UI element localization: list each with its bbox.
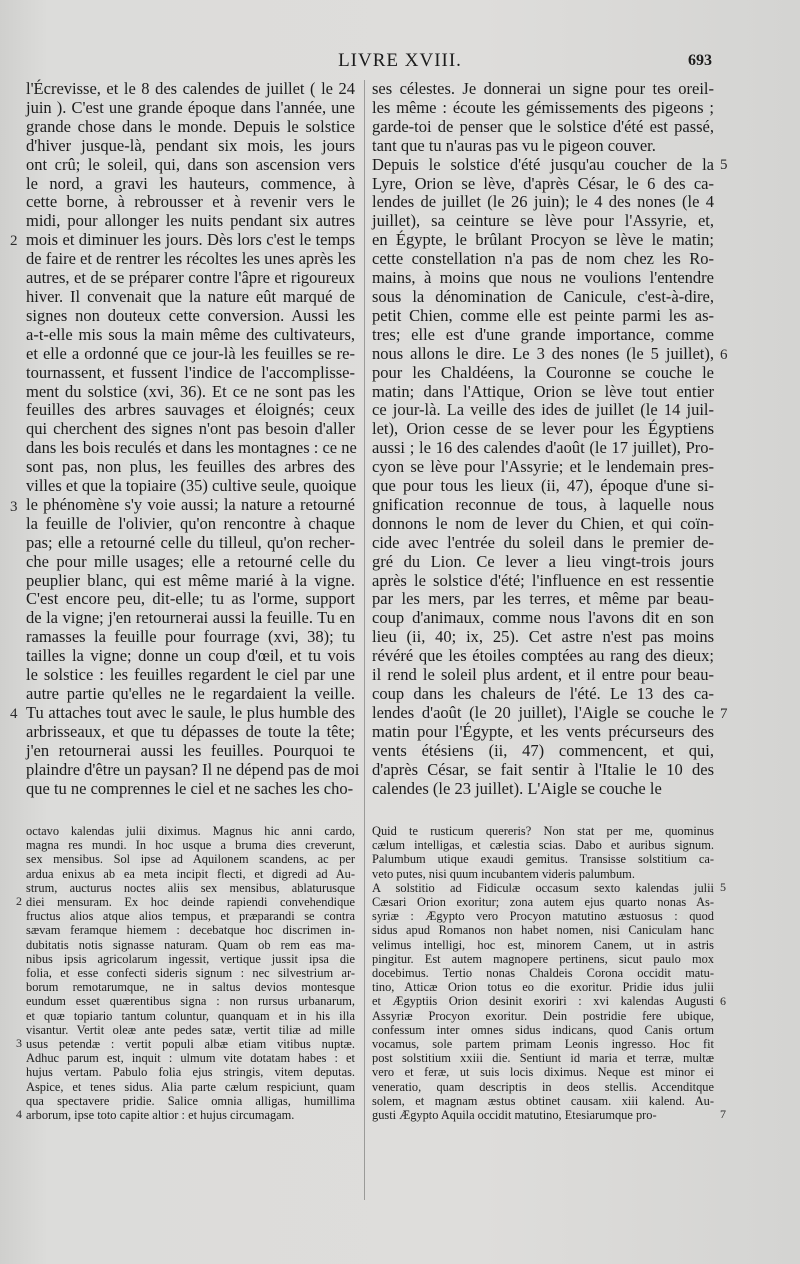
running-title: LIVRE XVIII. bbox=[338, 50, 462, 71]
section-number-fr-left: 2 bbox=[10, 233, 18, 249]
text-line: qua spectavere pridie. Salice omnia alligas, humillima bbox=[26, 1093, 355, 1108]
text-line: post solstitium xxiii die. Sentiunt id maria et terræ, multæ bbox=[372, 1051, 714, 1066]
text-line: cette constellation n'a pas de nom chez les Ro- bbox=[372, 249, 714, 269]
text-line: eundum esset quærentibus signa : non rursus urbanarum, bbox=[26, 994, 355, 1009]
text-line: visantur. Vertit oleæ ante pedes satæ, vertit tiliæ ad mille bbox=[26, 1022, 355, 1037]
text-line: Assyriæ Procyon exoritur. Dein postridie fere ubique, bbox=[372, 1008, 714, 1023]
text-line: usus petendæ : vertit populi albæ etiam vitibus nuptæ. bbox=[26, 1037, 355, 1052]
section-number-la-left: 4 bbox=[16, 1107, 22, 1121]
text-line: Aspice, et tenes sidus. Alia parte cælum respiciunt, quam bbox=[26, 1079, 355, 1094]
text-line: A solstitio ad Fidiculæ occasum sexto kalendas julii bbox=[372, 880, 714, 895]
text-line: et elle a ordonné que ce jour-là les feuilles se re- bbox=[26, 343, 355, 363]
text-line: ce jour-là. La veille des ides de juillet (le 14 juil- bbox=[372, 400, 714, 420]
text-line: sont pas, non plus, les feuilles des arbres des bbox=[26, 457, 355, 477]
text-line: pour les Chaldéens, la Couronne se couche le bbox=[372, 362, 714, 382]
text-line: ont crû; le soleil, qui, dans son ascension vers bbox=[26, 154, 355, 174]
text-line: par les mers, par les terres, et même par beau- bbox=[372, 589, 714, 609]
text-line: cide avec l'entrée du soleil dans le premier de- bbox=[372, 532, 714, 552]
text-line: Cæsari Orion exoritur; zona autem ejus quarto nonas As- bbox=[372, 895, 714, 910]
text-line: C'est encore peu, dit-elle; tu as l'orme, support bbox=[26, 589, 355, 609]
text-line: hiver. Il convenait que la nature eût marqué de bbox=[26, 286, 355, 306]
text-line: ramasses la feuille pour fourrage (xvi, 38); tu bbox=[26, 627, 355, 647]
text-line: petit Chien, comme elle est peinte parmi les as- bbox=[372, 305, 714, 325]
text-line: après le solstice d'été; l'influence en est ressentie bbox=[372, 570, 714, 590]
column-divider bbox=[364, 80, 365, 1200]
text-line: tailles la vigne; donne un coup d'œil, et tu vois bbox=[26, 646, 355, 666]
section-number-fr-left: 3 bbox=[10, 499, 18, 515]
text-line: vero et feræ, ut suis locis diximus. Neque est minor ei bbox=[372, 1065, 714, 1080]
text-line: donnons le nom de lever du Chien, et qui coïn- bbox=[372, 513, 714, 533]
text-line: autres, et de se préparer contre l'âpre et rigoureux bbox=[26, 268, 355, 288]
latin-text-right-column bbox=[372, 824, 714, 1122]
text-line: les même : écoute les gémissements des pigeons ; bbox=[372, 97, 714, 117]
running-head bbox=[0, 50, 800, 76]
text-line: le phénomène s'y voie aussi; la nature a retourné bbox=[26, 494, 355, 514]
text-line: d'après César, se fait sentir à l'Italie le 10 des bbox=[372, 759, 714, 779]
text-line: de faire et de rentrer les récoltes les unes après les bbox=[26, 249, 356, 269]
text-line: Tu attaches tout avec le saule, le plus humble des bbox=[26, 702, 355, 722]
text-line: de la vigne; j'en retournerai aussi la feuille. Tu en bbox=[26, 608, 355, 628]
text-line: juin ). C'est une grande époque dans l'année, une bbox=[26, 97, 355, 117]
section-number-la-right: 6 bbox=[720, 994, 726, 1008]
text-line: sex mensibus. Sol ipse ad Aquilonem scandens, ac per bbox=[26, 852, 355, 867]
text-line: magna res mundi. In hoc usque a bruma dies creverunt, bbox=[26, 838, 355, 853]
section-number-la-right: 7 bbox=[720, 1107, 726, 1121]
text-line: vents étésiens (ii, 47) commencent, et qui, bbox=[372, 740, 714, 760]
text-line: cette borne, à rebrousser et à revenir vers le bbox=[26, 192, 355, 212]
text-line: syriæ : Ægypto vero Procyon matutino æstuosus : quod bbox=[372, 909, 714, 924]
french-text-right-column bbox=[372, 80, 714, 798]
text-line: dans les bois reculés et dans les montagnes : ce ne bbox=[26, 438, 357, 458]
text-line: lieu (ii, 40; ix, 25). Cet astre n'est pas moins bbox=[372, 627, 714, 647]
section-number-la-right: 5 bbox=[720, 880, 726, 894]
text-line: qui cherchent des signes n'ont pas besoin d'aller bbox=[26, 419, 355, 439]
section-number-la-left: 3 bbox=[16, 1036, 22, 1050]
text-line: midi, pour allonger les nuits pendant six autres bbox=[26, 211, 355, 231]
section-number-la-left: 2 bbox=[16, 894, 22, 908]
text-line: octavo kalendas julii diximus. Magnus hic anni cardo, bbox=[26, 824, 355, 838]
text-line: veto putes, nisi quum incubantem videris palumbum. bbox=[372, 866, 635, 881]
text-line: tant que tu n'auras pas vu le pigeon couver. bbox=[372, 135, 656, 155]
text-line: le solstice : les feuilles regardent le ciel par une bbox=[26, 665, 355, 685]
text-line: pingitur. Est autem magnopere pertinens, sicut paulo mox bbox=[372, 951, 714, 966]
text-line: il rend le soleil plus ardent, et il entre pour beau- bbox=[372, 665, 714, 685]
text-line: ment du solstice (xvi, 36). Et ce ne sont pas les bbox=[26, 381, 355, 401]
text-line: Palumbum utique exaudi gemitus. Transisse solstitium ca- bbox=[372, 852, 714, 867]
text-line: grande chose dans le monde. Depuis le solstice bbox=[26, 116, 355, 136]
french-text-left-column bbox=[26, 79, 360, 798]
page-number: 693 bbox=[688, 52, 712, 69]
text-line: lendes d'août (le 20 juillet), l'Aigle se couche le bbox=[372, 702, 714, 722]
text-line: peuplier blanc, qui est même marié à la vigne. bbox=[26, 570, 355, 590]
text-line: let), Orion cesse de se lever pour les Égyptiens bbox=[372, 419, 714, 439]
text-line: nibus ipsis agricolarum ingessit, vertique jussit ipsa die bbox=[26, 951, 355, 966]
text-line: gusti Ægypto Aquila occidit matutino, Etesiarumque pro- bbox=[372, 1108, 657, 1123]
text-line: pas; elle a retourné celle du tilleul, qu'on recher- bbox=[26, 532, 355, 552]
text-line: dubitatis notis signasse naturam. Quam ob rem eas ma- bbox=[26, 937, 355, 952]
text-line: mains, à moins que nous ne voulions l'entendre bbox=[372, 268, 714, 288]
section-number-fr-right: 6 bbox=[720, 347, 728, 363]
text-line: gré du Lion. Ce lever a lieu vingt-trois jours bbox=[372, 551, 714, 571]
text-line: que tu ne comprennes le ciel et ne saches les cho- bbox=[26, 778, 354, 798]
text-line: gnification reconnue de tous, à laquelle nous bbox=[372, 494, 714, 514]
text-line: vocamus, sole partem primam Leonis ingresso. Hoc fit bbox=[372, 1037, 714, 1052]
text-line: folia, et esse confecti sideris signum : nec silvestrium ar- bbox=[26, 966, 355, 981]
text-line: lendes de juillet (le 26 juin); le 4 des nones (le 4 bbox=[372, 192, 714, 212]
text-line: matin; dans l'Attique, Orion se lève tout entier bbox=[372, 381, 714, 401]
text-line: Depuis le solstice d'été jusqu'au coucher de la bbox=[372, 154, 714, 174]
text-line: cælum intelligas, et cælestia scias. Dabo et auribus signum. bbox=[372, 838, 714, 853]
text-line: aussi ; le 16 des calendes d'août (le 17 juillet), Pro- bbox=[372, 438, 714, 458]
text-line: Quid te rusticum quereris? Non stat per me, quominus bbox=[372, 824, 714, 838]
text-line: le nord, a gravi les hauteurs, commence, à bbox=[26, 173, 355, 193]
text-line: la feuille de l'olivier, qu'on rencontre à chaque bbox=[26, 513, 355, 533]
text-line: tournassent, et fussent l'indice de l'accomplisse- bbox=[26, 362, 355, 382]
text-line: révéré que les étoiles comptées au rang des dieux; bbox=[372, 646, 714, 666]
text-line: d'hiver jusque-là, pendant six mois, les jours bbox=[26, 135, 355, 155]
text-line: sidus apud Romanos non habet nomen, nisi Caniculam hanc bbox=[372, 923, 714, 938]
text-line: cyon se lève pour l'Assyrie; et le lendemain pres- bbox=[372, 457, 714, 477]
text-line: a-t-elle mis sous la main même des cultivateurs, bbox=[26, 324, 355, 344]
text-line: ses célestes. Je donnerai un signe pour tes oreil- bbox=[372, 79, 714, 98]
text-line: villes et que la topiaire (35) cultive seule, quoique bbox=[26, 476, 357, 496]
latin-text-left-column bbox=[26, 824, 355, 1122]
text-line: signes non douteux cette conversion. Aussi les bbox=[26, 305, 355, 325]
text-line: borum remotarumque, ne in saltus devios montesque bbox=[26, 980, 355, 995]
text-line: nous allons le dire. Le 3 des nones (le 5 juillet), bbox=[372, 343, 714, 363]
text-line: Adhuc parum est, inquit : ulmum vite dotatam habes : et bbox=[26, 1051, 355, 1066]
text-line: che pour mille usages; elle a retourné celle du bbox=[26, 551, 355, 571]
text-line: diei mensuram. Ex hoc deinde rapiendi convehendique bbox=[26, 895, 355, 910]
text-line: sous la dénomination de Canicule, c'est-à-dire, bbox=[372, 286, 714, 306]
text-line: juillet), sa ceinture se lève pour l'Assyrie, et, bbox=[372, 211, 714, 231]
text-line: garde-toi de penser que le solstice d'été est passé, bbox=[372, 116, 714, 136]
text-line: mois et diminuer les jours. Dès lors c'est le temps bbox=[26, 230, 355, 250]
text-line: tres; elle est d'une grande importance, comme bbox=[372, 324, 714, 344]
text-line: hujus vertam. Pabulo folia ejus stringis, vitem deputas. bbox=[26, 1065, 355, 1080]
text-line: calendes (le 23 juillet). L'Aigle se couche le bbox=[372, 778, 662, 798]
text-line: l'Écrevisse, et le 8 des calendes de juillet ( le 24 bbox=[26, 79, 355, 98]
text-line: solem, et magnam æstus obtinet causam. xiii kalend. Au- bbox=[372, 1093, 714, 1108]
text-line: fructus alios atque alios tempus, et præparandi se contra bbox=[26, 909, 355, 924]
text-line: plaindre d'être un paysan? Il ne dépend pas de moi bbox=[26, 759, 360, 779]
text-line: coup dans les chaleurs de l'été. Le 13 des ca- bbox=[372, 684, 714, 703]
text-line: ardua enixus ab ea meta incipit flecti, et digredi ad Au- bbox=[26, 866, 355, 881]
text-line: arborum, ipse toto capite altior : et hujus circumagam. bbox=[26, 1108, 295, 1123]
text-line: et quæ topiario tantum coluntur, quanquam et in his illa bbox=[26, 1008, 355, 1023]
text-line: matin pour l'Égypte, et les vents précurseurs des bbox=[372, 721, 714, 741]
text-line: autre partie qu'elles ne le regardaient la veille. bbox=[26, 684, 355, 703]
text-line: arbrisseaux, et que tu dépasses de toute la tête; bbox=[26, 721, 355, 741]
text-line: velimus intelligi, hoc est, minorem Canem, ut in astris bbox=[372, 937, 714, 952]
text-line: en Égypte, le brûlant Procyon se lève le matin; bbox=[372, 230, 714, 250]
text-line: veneratio, quam descriptis in deos stellis. Accenditque bbox=[372, 1079, 714, 1094]
text-line: feuilles des arbres sauvages et éloignés; ceux bbox=[26, 400, 355, 420]
text-line: confessum inter omnes sidus indicans, quod Canis ortum bbox=[372, 1022, 714, 1037]
text-line: que pour tous les lieux (ii, 47), époque d'une si- bbox=[372, 476, 714, 496]
text-line: coup d'animaux, comme nous l'avons dit en son bbox=[372, 608, 714, 628]
text-line: Lyre, Orion se lève, d'après César, le 6 des ca- bbox=[372, 173, 714, 193]
text-line: tino, Atticæ Orion totus eo die exoritur. Pridie idus julii bbox=[372, 980, 714, 995]
section-number-fr-right: 7 bbox=[720, 706, 728, 722]
text-line: sævam feramque hiemem : decebatque hoc discrimen in- bbox=[26, 923, 355, 938]
section-number-fr-right: 5 bbox=[720, 157, 728, 173]
text-line: j'en retournerai aussi les feuilles. Pourquoi te bbox=[26, 740, 355, 760]
text-line: et Ægyptiis Orion desinit exoriri : xvi kalendas Augusti bbox=[372, 994, 714, 1009]
section-number-fr-left: 4 bbox=[10, 706, 18, 722]
text-line: strum, aucturus noctes aliis sex mensibus, ablaturusque bbox=[26, 880, 355, 895]
text-line: docebimus. Tertio nonas Chaldeis Corona occidit matu- bbox=[372, 966, 714, 981]
